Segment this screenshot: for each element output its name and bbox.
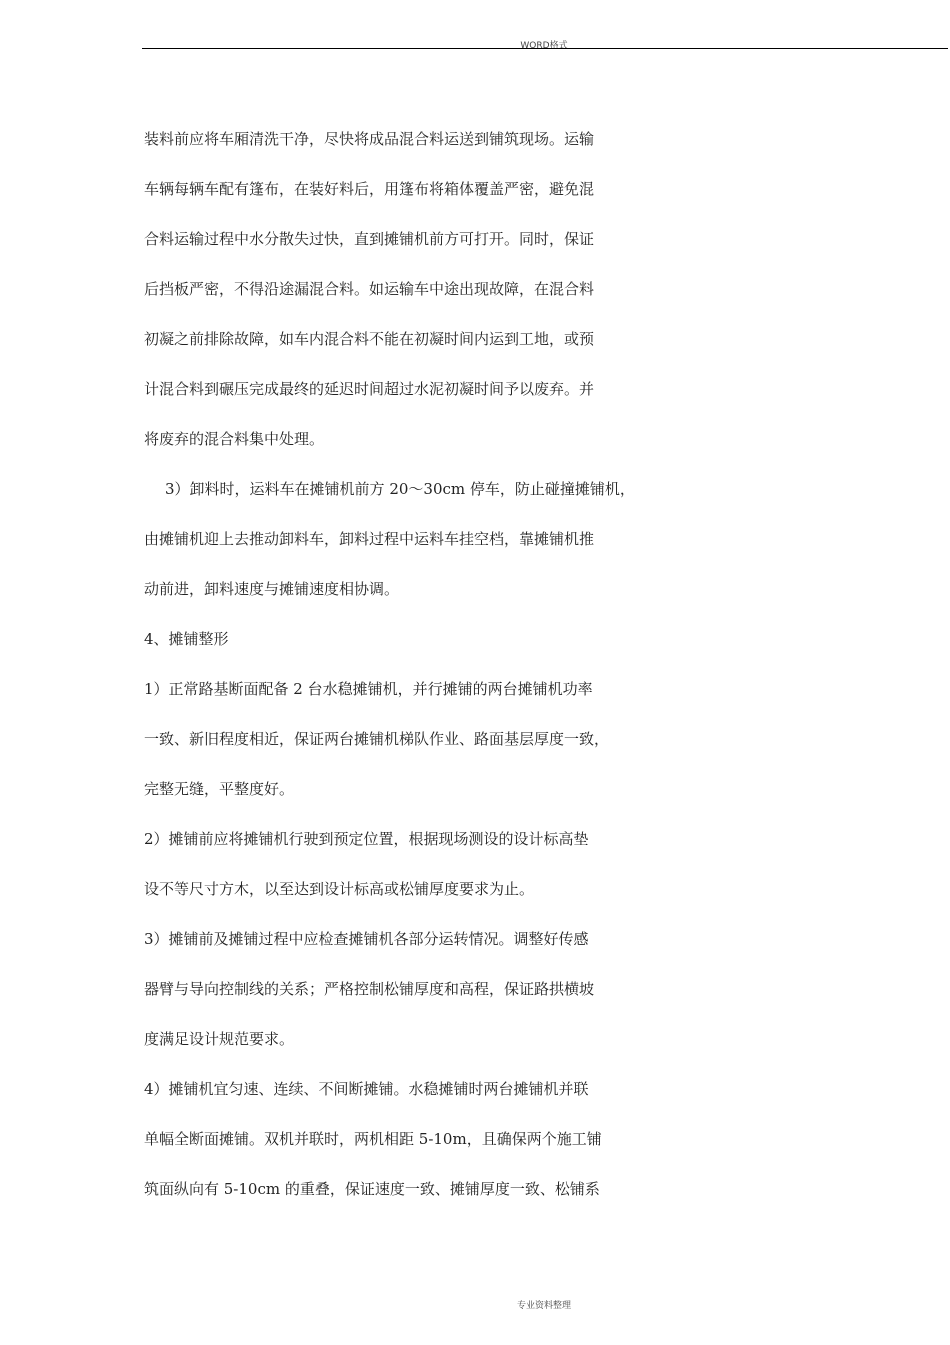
page-footer: 专业资料整理 [516, 1301, 571, 1311]
paragraph-line: 2）摊铺前应将摊铺机行驶到预定位置，根据现场测设的设计标高垫 [144, 830, 589, 848]
paragraph-line: 一致、新旧程度相近，保证两台摊铺机梯队作业、路面基层厚度一致， [144, 730, 610, 748]
paragraph-line: 1）正常路基断面配备 2 台水稳摊铺机，并行摊铺的两台摊铺机功率 [144, 680, 593, 698]
paragraph-line: 将废弃的混合料集中处理。 [144, 430, 325, 448]
paragraph-line: 计混合料到碾压完成最终的延迟时间超过水泥初凝时间予以废弃。并 [144, 380, 595, 398]
paragraph-line: 3）摊铺前及摊铺过程中应检查摊铺机各部分运转情况。调整好传感 [144, 930, 589, 948]
paragraph-line: 合料运输过程中水分散失过快，直到摊铺机前方可打开。同时，保证 [144, 230, 595, 248]
paragraph-line: 3）卸料时，运料车在摊铺机前方 20～30cm 停车，防止碰撞摊铺机， [165, 480, 635, 498]
paragraph-line: 筑面纵向有 5-10cm 的重叠，保证速度一致、摊铺厚度一致、松铺系 [144, 1180, 600, 1198]
paragraph-line: 单幅全断面摊铺。双机并联时，两机相距 5-10m，且确保两个施工铺 [144, 1130, 602, 1148]
paragraph-line: 由摊铺机迎上去推动卸料车，卸料过程中运料车挂空档，靠摊铺机推 [144, 530, 595, 548]
page-header: WORD格式 [520, 41, 568, 51]
paragraph-line: 车辆每辆车配有篷布，在装好料后，用篷布将箱体覆盖严密，避免混 [144, 180, 595, 198]
header-divider [142, 48, 948, 49]
paragraph-line: 完整无缝，平整度好。 [144, 780, 295, 798]
paragraph-line: 初凝之前排除故障，如车内混合料不能在初凝时间内运到工地，或预 [144, 330, 595, 348]
paragraph-line: 后挡板严密，不得沿途漏混合料。如运输车中途出现故障，在混合料 [144, 280, 595, 298]
section-heading: 4、摊铺整形 [144, 630, 229, 648]
paragraph-line: 器臂与导向控制线的关系；严格控制松铺厚度和高程，保证路拱横坡 [144, 980, 595, 998]
paragraph-line: 4）摊铺机宜匀速、连续、不间断摊铺。水稳摊铺时两台摊铺机并联 [144, 1080, 589, 1098]
paragraph-line: 动前进，卸料速度与摊铺速度相协调。 [144, 580, 400, 598]
paragraph-line: 度满足设计规范要求。 [144, 1030, 295, 1048]
paragraph-line: 设不等尺寸方木，以至达到设计标高或松铺厚度要求为止。 [144, 880, 535, 898]
paragraph-line: 装料前应将车厢清洗干净，尽快将成品混合料运送到铺筑现场。运输 [144, 130, 595, 148]
